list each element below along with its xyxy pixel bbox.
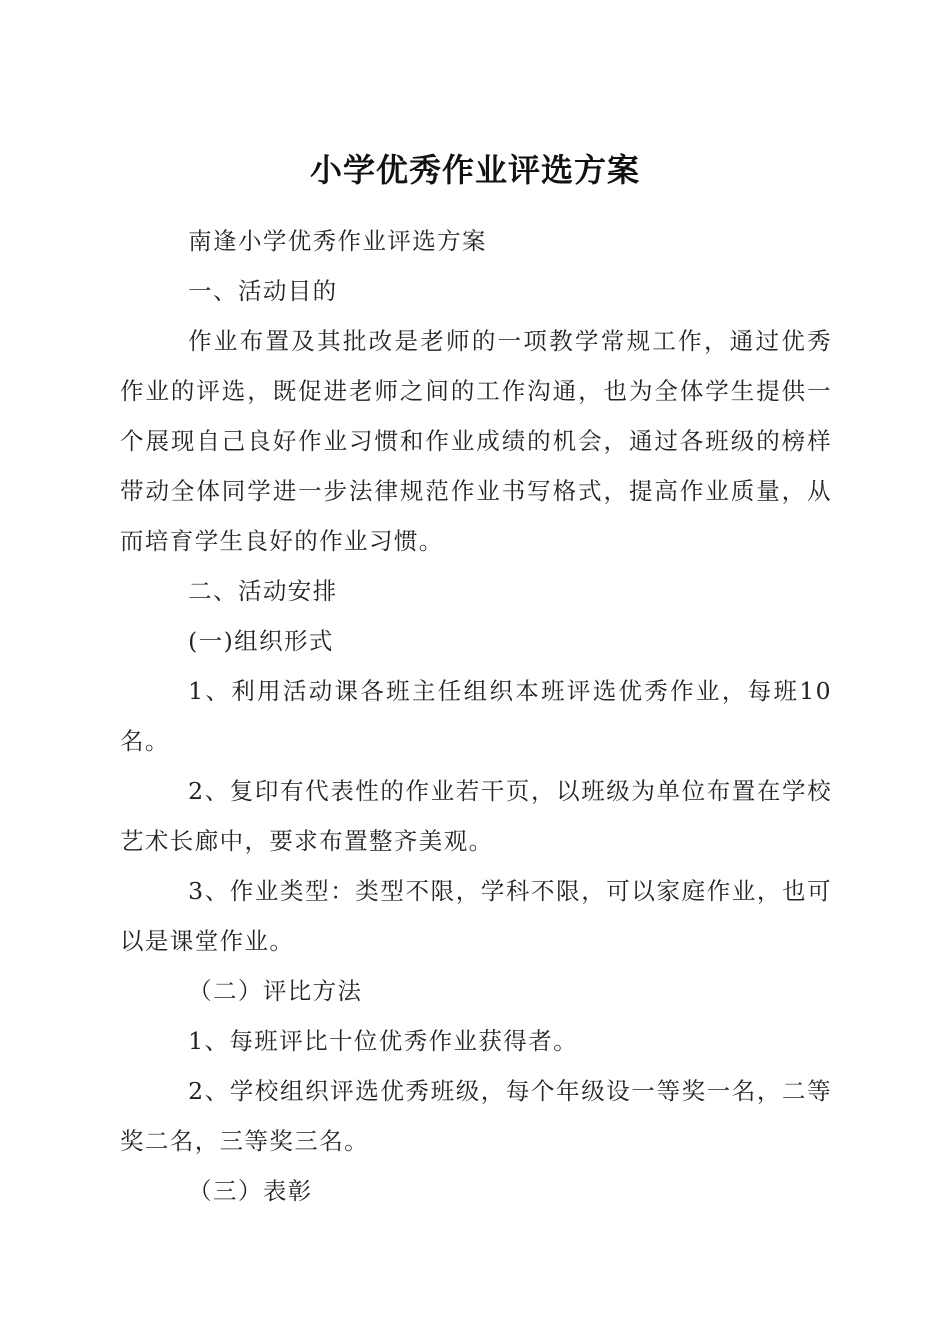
heading-arrangement: 二、活动安排: [188, 577, 338, 605]
subheading-evaluation: （二）评比方法: [188, 977, 363, 1005]
subheading-commendation: （三）表彰: [188, 1177, 313, 1205]
list-item: 1、利用活动课各班主任组织本班评选优秀作业，每班10名。: [120, 677, 832, 755]
paragraph-subtitle: 南逢小学优秀作业评选方案: [188, 227, 487, 255]
subheading-organization: (一)组织形式: [188, 627, 334, 655]
paragraph-purpose: 作业布置及其批改是老师的一项教学常规工作，通过优秀作业的评选，既促进老师之间的工作沟通，也为全体学生提供一个展现自己良好作业习惯和作业成绩的机会，通过各班级的榜样带动全体同学进一步法律规范作业书写格式，提高作业质量，从而培育学生良好的作业习惯。: [120, 327, 832, 555]
list-item: 1、每班评比十位优秀作业获得者。: [188, 1027, 578, 1055]
heading-purpose: 一、活动目的: [188, 277, 338, 305]
list-item: 2、复印有代表性的作业若干页，以班级为单位布置在学校艺术长廊中，要求布置整齐美观。: [120, 777, 832, 855]
document-body: [120, 216, 832, 1216]
list-item: 3、作业类型：类型不限，学科不限，可以家庭作业，也可以是课堂作业。: [120, 877, 832, 955]
document-title: 小学优秀作业评选方案: [309, 151, 640, 189]
list-item: 2、学校组织评选优秀班级，每个年级设一等奖一名，二等奖二名，三等奖三名。: [120, 1077, 832, 1155]
